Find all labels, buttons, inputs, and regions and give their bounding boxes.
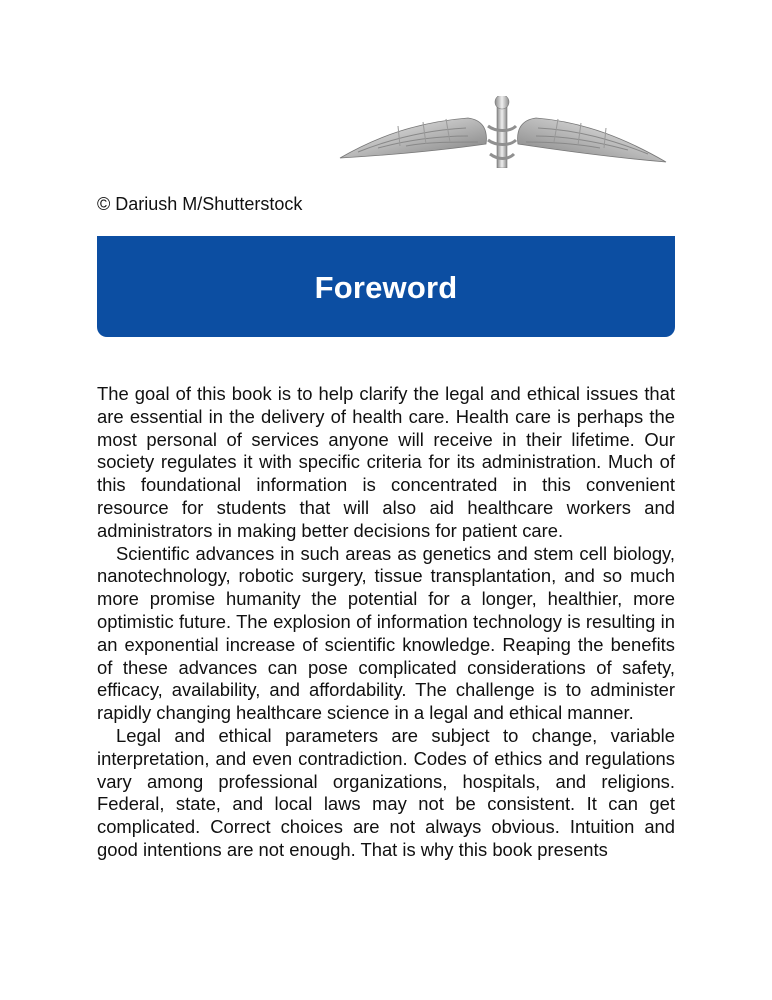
- page-title: Foreword: [314, 269, 458, 305]
- caduceus-wings-icon: [338, 96, 668, 168]
- paragraph: Scientific advances in such areas as genetics and stem cell biology, nanotechnology, robotic surgery, tissue transplantation, and so much more promise humanity the potential for a longer, healthier, more optimistic future. The explosion of information technology is resulting in an exponential increase of scientific knowledge. Reaping the benefits of these advances can pose complicated considerations of safety, efficacy, availability, and affordability. The challenge is to administer rapidly changing healthcare science in a legal and ethical manner.: [97, 542, 675, 724]
- image-credit: © Dariush M/Shutterstock: [97, 194, 303, 214]
- paragraph: Legal and ethical parameters are subject to change, variable interpretation, and even contradiction. Codes of ethics and regulations vary among professional organizations, hospitals, and religions. Federal, state, and local laws may not be consistent. It can get complicated. Correct choices are not always obvious. Intuition and good intentions are not enough. That is why this book presents: [97, 724, 675, 860]
- paragraph: The goal of this book is to help clarify the legal and ethical issues that are essential in the delivery of health care. Health care is perhaps the most personal of services anyone will receive in their lifetime. Our society regulates it with specific criteria for its administration. Much of this foundational information is concentrated in this convenient resource for students that will also aid healthcare workers and administrators in making better decisions for patient care.: [97, 383, 675, 541]
- body-text: [97, 383, 675, 862]
- chapter-banner: [97, 236, 675, 337]
